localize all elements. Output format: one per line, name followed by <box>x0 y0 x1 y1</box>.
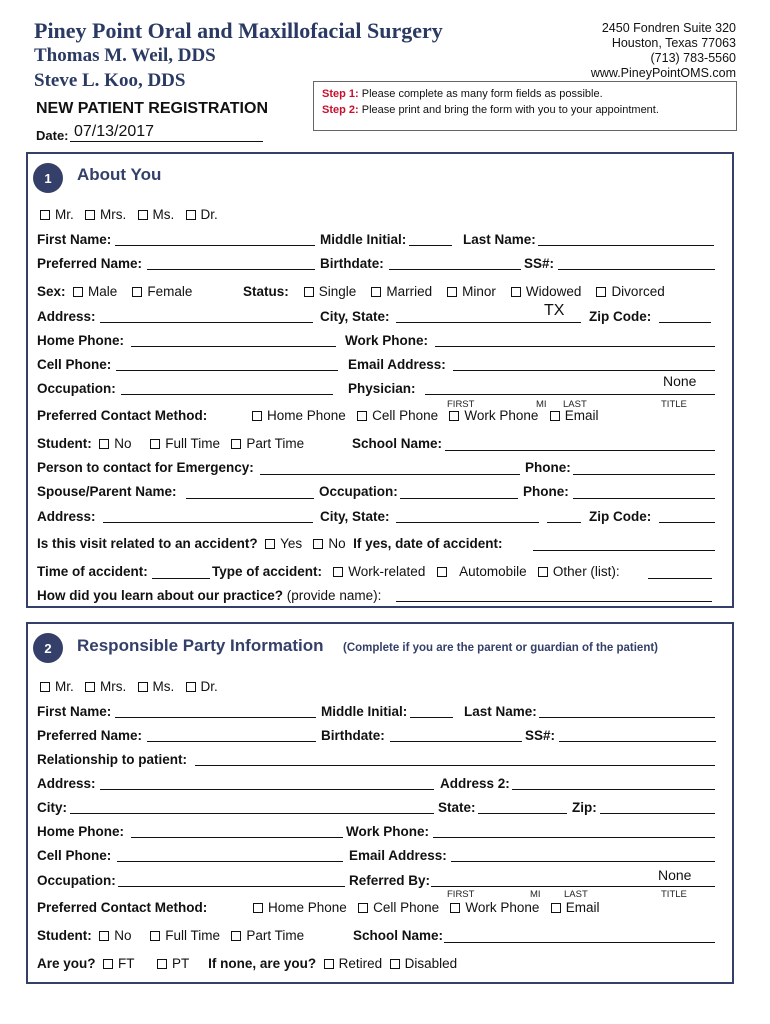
rp-cell-phone-label: Cell Phone: <box>37 848 112 863</box>
preferred-name-label: Preferred Name: <box>37 256 143 271</box>
form-title: NEW PATIENT REGISTRATION <box>36 100 268 117</box>
rp-contact-work-label: Work Phone <box>465 900 540 915</box>
rp-state-field[interactable] <box>478 813 567 814</box>
work-related-checkbox[interactable] <box>333 567 343 577</box>
rp-birthdate-label: Birthdate: <box>321 728 385 743</box>
rp-middle-initial-field[interactable] <box>410 717 453 718</box>
rp-contact-work-checkbox[interactable] <box>450 903 460 913</box>
learn-row <box>37 588 381 603</box>
rp-salutation-row <box>40 679 218 694</box>
rp-referred-by-field[interactable] <box>431 886 715 887</box>
accident-question: Is this visit related to an accident? <box>37 536 258 551</box>
rp-birthdate-field[interactable] <box>390 741 522 742</box>
rp-disabled-label: Disabled <box>404 956 458 971</box>
spouse-state-field[interactable] <box>547 522 581 523</box>
other-accident-checkbox[interactable] <box>538 567 548 577</box>
contact-cell-label: Cell Phone <box>372 408 439 423</box>
status-row <box>243 284 665 299</box>
ms-checkbox[interactable] <box>138 210 148 220</box>
city-state-field[interactable] <box>396 322 581 323</box>
work-phone-label: Work Phone: <box>345 333 429 348</box>
rp-student-row <box>37 928 304 943</box>
rp-work-phone-field[interactable] <box>433 837 715 838</box>
physician-value[interactable]: None <box>663 373 697 389</box>
accident-type-row <box>212 564 620 579</box>
address-field[interactable] <box>100 322 313 323</box>
contact-home-checkbox[interactable] <box>252 411 262 421</box>
full-time-label: Full Time <box>165 436 221 451</box>
date-value[interactable]: 07/13/2017 <box>74 123 155 140</box>
spouse-phone-label: Phone: <box>523 484 569 499</box>
divorced-label: Divorced <box>611 284 665 299</box>
rp-mi-sublabel: MI <box>530 889 541 900</box>
rp-preferred-name-field[interactable] <box>147 741 316 742</box>
accident-date-label: If yes, date of accident: <box>353 536 503 551</box>
rp-contact-home-label: Home Phone <box>268 900 347 915</box>
rp-contact-cell-checkbox[interactable] <box>358 903 368 913</box>
date-label: Date: <box>36 128 69 143</box>
rp-home-phone-field[interactable] <box>131 837 343 838</box>
accident-yes-label: Yes <box>280 536 303 551</box>
rp-part-time-label: Part Time <box>246 928 305 943</box>
first-name-label: First Name: <box>37 232 112 247</box>
male-checkbox[interactable] <box>73 287 83 297</box>
section-1-title: About You <box>77 165 162 184</box>
rp-contact-email-label: Email <box>565 900 600 915</box>
rp-cell-phone-field[interactable] <box>117 861 343 862</box>
rp-full-time-checkbox[interactable] <box>150 931 160 941</box>
rp-first-sublabel: FIRST <box>447 889 475 900</box>
date-line <box>70 141 263 142</box>
rp-city-field[interactable] <box>70 813 434 814</box>
rp-are-you-label: Are you? <box>37 956 96 971</box>
rp-preferred-name-label: Preferred Name: <box>37 728 143 743</box>
rp-contact-home-checkbox[interactable] <box>253 903 263 913</box>
contact-work-checkbox[interactable] <box>449 411 459 421</box>
spouse-zip-label: Zip Code: <box>589 509 652 524</box>
mrs-checkbox[interactable] <box>85 210 95 220</box>
rp-part-time-checkbox[interactable] <box>231 931 241 941</box>
practice-phone: (713) 783-5560 <box>650 51 736 65</box>
zip-code-label: Zip Code: <box>589 309 652 324</box>
rp-ft-label: FT <box>118 956 135 971</box>
rp-relationship-label: Relationship to patient: <box>37 752 187 767</box>
accident-time-label: Time of accident: <box>37 564 148 579</box>
rp-dr-label: Dr. <box>200 679 218 694</box>
learn-field[interactable] <box>396 601 712 602</box>
accident-date-field[interactable] <box>533 550 715 551</box>
middle-initial-field[interactable] <box>409 245 452 246</box>
automobile-label: Automobile <box>459 564 527 579</box>
emergency-phone-label: Phone: <box>525 460 571 475</box>
contact-email-checkbox[interactable] <box>550 411 560 421</box>
contact-work-label: Work Phone <box>464 408 539 423</box>
rp-student-no-checkbox[interactable] <box>99 931 109 941</box>
contact-cell-checkbox[interactable] <box>357 411 367 421</box>
sex-row <box>37 284 192 299</box>
student-row <box>37 436 304 451</box>
dr-label: Dr. <box>200 207 218 222</box>
part-time-checkbox[interactable] <box>231 439 241 449</box>
last-name-label: Last Name: <box>463 232 536 247</box>
rp-pt-label: PT <box>172 956 190 971</box>
school-name-field[interactable] <box>445 450 715 451</box>
female-label: Female <box>147 284 193 299</box>
rp-ms-checkbox[interactable] <box>138 682 148 692</box>
accident-no-label: No <box>328 536 346 551</box>
rp-address-2-field[interactable] <box>512 789 715 790</box>
rp-contact-email-checkbox[interactable] <box>551 903 561 913</box>
rp-title-sublabel: TITLE <box>661 889 687 900</box>
rp-referred-by-label: Referred By: <box>349 873 431 888</box>
step-2-label: Step 2: <box>322 104 359 116</box>
full-time-checkbox[interactable] <box>150 439 160 449</box>
doctor-name-2: Steve L. Koo, DDS <box>34 70 186 91</box>
address-line-2: Houston, Texas 77063 <box>611 36 736 50</box>
mr-checkbox[interactable] <box>40 210 50 220</box>
practice-website: www.PineyPointOMS.com <box>590 66 736 80</box>
rp-home-phone-label: Home Phone: <box>37 824 125 839</box>
student-no-label: No <box>114 436 132 451</box>
rp-referred-by-value[interactable]: None <box>658 867 692 883</box>
physician-field[interactable] <box>425 394 715 395</box>
accident-no-checkbox[interactable] <box>313 539 323 549</box>
cell-phone-field[interactable] <box>116 370 338 371</box>
address-label: Address: <box>37 309 96 324</box>
status-label: Status: <box>243 284 289 299</box>
rp-are-you-row <box>37 956 457 971</box>
physician-mi-sublabel: MI <box>536 399 547 410</box>
spouse-zip-field[interactable] <box>659 522 715 523</box>
accident-row <box>37 536 502 551</box>
rp-mrs-checkbox[interactable] <box>85 682 95 692</box>
female-checkbox[interactable] <box>132 287 142 297</box>
rp-email-label: Email Address: <box>349 848 447 863</box>
contact-method-options <box>252 408 598 423</box>
male-label: Male <box>88 284 118 299</box>
rp-student-no-label: No <box>114 928 132 943</box>
learn-hint: (provide name): <box>286 588 382 603</box>
rp-full-time-label: Full Time <box>165 928 221 943</box>
other-accident-field[interactable] <box>648 578 712 579</box>
minor-checkbox[interactable] <box>447 287 457 297</box>
automobile-checkbox[interactable] <box>437 567 447 577</box>
rp-last-name-label: Last Name: <box>464 704 537 719</box>
rp-email-field[interactable] <box>451 861 715 862</box>
rp-if-none-label: If none, are you? <box>208 956 317 971</box>
spouse-name-field[interactable] <box>186 498 314 499</box>
married-checkbox[interactable] <box>371 287 381 297</box>
rp-ss-field[interactable] <box>559 741 716 742</box>
address-line-1: 2450 Fondren Suite 320 <box>601 21 736 35</box>
rp-disabled-checkbox[interactable] <box>390 959 400 969</box>
rp-retired-checkbox[interactable] <box>324 959 334 969</box>
mrs-label: Mrs. <box>100 207 127 222</box>
rp-last-name-field[interactable] <box>539 717 715 718</box>
rp-zip-label: Zip: <box>572 800 597 815</box>
step-2-text: Please print and bring the form with you to your appointment. <box>361 104 659 116</box>
spouse-phone-field[interactable] <box>573 498 715 499</box>
rp-state-label: State: <box>438 800 476 815</box>
mr-label: Mr. <box>55 207 74 222</box>
minor-label: Minor <box>462 284 496 299</box>
physician-title-sublabel: TITLE <box>661 399 687 410</box>
spouse-name-label: Spouse/Parent Name: <box>37 484 177 499</box>
birthdate-field[interactable] <box>389 269 521 270</box>
preferred-name-field[interactable] <box>147 269 315 270</box>
step-1-text: Please complete as many form fields as possible. <box>361 88 603 100</box>
salutation-row <box>40 207 218 222</box>
spouse-occupation-field[interactable] <box>400 498 518 499</box>
home-phone-label: Home Phone: <box>37 333 125 348</box>
accident-yes-checkbox[interactable] <box>265 539 275 549</box>
email-label: Email Address: <box>348 357 446 372</box>
rp-address-field[interactable] <box>100 789 434 790</box>
physician-last-sublabel: LAST <box>563 399 587 410</box>
rp-dr-checkbox[interactable] <box>186 682 196 692</box>
zip-code-field[interactable] <box>659 322 711 323</box>
rp-school-name-field[interactable] <box>444 942 715 943</box>
section-2-number: 2 <box>33 633 63 663</box>
ss-field[interactable] <box>558 269 715 270</box>
divorced-checkbox[interactable] <box>596 287 606 297</box>
married-label: Married <box>386 284 433 299</box>
section-1-number: 1 <box>33 163 63 193</box>
part-time-label: Part Time <box>246 436 305 451</box>
rp-middle-initial-label: Middle Initial: <box>321 704 408 719</box>
occupation-field[interactable] <box>121 394 333 395</box>
state-value[interactable]: TX <box>544 302 565 319</box>
occupation-label: Occupation: <box>37 381 116 396</box>
single-checkbox[interactable] <box>304 287 314 297</box>
rp-first-name-field[interactable] <box>115 717 316 718</box>
last-name-field[interactable] <box>538 245 714 246</box>
dr-checkbox[interactable] <box>186 210 196 220</box>
student-label: Student: <box>37 436 92 451</box>
home-phone-field[interactable] <box>131 346 336 347</box>
contact-home-label: Home Phone <box>267 408 346 423</box>
rp-contact-cell-label: Cell Phone <box>373 900 440 915</box>
rp-contact-method-options <box>253 900 599 915</box>
emergency-phone-field[interactable] <box>573 474 715 475</box>
widowed-checkbox[interactable] <box>511 287 521 297</box>
practice-name: Piney Point Oral and Maxillofacial Surgery <box>34 18 443 43</box>
rp-school-name-label: School Name: <box>353 928 444 943</box>
rp-mr-checkbox[interactable] <box>40 682 50 692</box>
physician-label: Physician: <box>348 381 416 396</box>
practice-contact <box>591 21 736 81</box>
widowed-label: Widowed <box>525 284 582 299</box>
sex-label: Sex: <box>37 284 66 299</box>
rp-contact-method-label: Preferred Contact Method: <box>37 900 208 915</box>
spouse-address-label: Address: <box>37 509 96 524</box>
emergency-contact-field[interactable] <box>260 474 520 475</box>
rp-occupation-label: Occupation: <box>37 873 116 888</box>
birthdate-label: Birthdate: <box>320 256 384 271</box>
step-1-label: Step 1: <box>322 88 359 100</box>
rp-last-sublabel: LAST <box>564 889 588 900</box>
cell-phone-label: Cell Phone: <box>37 357 112 372</box>
email-field[interactable] <box>453 370 715 371</box>
student-no-checkbox[interactable] <box>99 439 109 449</box>
rp-city-label: City: <box>37 800 67 815</box>
single-label: Single <box>318 284 357 299</box>
rp-zip-field[interactable] <box>600 813 715 814</box>
rp-pt-checkbox[interactable] <box>157 959 167 969</box>
school-name-label: School Name: <box>352 436 443 451</box>
spouse-city-state-field[interactable] <box>396 522 539 523</box>
rp-relationship-field[interactable] <box>195 765 715 766</box>
contact-method-label: Preferred Contact Method: <box>37 408 208 423</box>
rp-retired-label: Retired <box>338 956 383 971</box>
instructions-box <box>313 81 737 131</box>
rp-student-label: Student: <box>37 928 92 943</box>
ss-label: SS#: <box>524 256 555 271</box>
doctor-name-1: Thomas M. Weil, DDS <box>34 45 216 66</box>
spouse-occupation-label: Occupation: <box>319 484 398 499</box>
rp-ms-label: Ms. <box>152 679 175 694</box>
learn-question: How did you learn about our practice? <box>37 588 284 603</box>
section-2-title: Responsible Party Information <box>77 636 324 655</box>
rp-work-phone-label: Work Phone: <box>346 824 430 839</box>
accident-time-field[interactable] <box>152 578 210 579</box>
rp-ft-checkbox[interactable] <box>103 959 113 969</box>
spouse-city-state-label: City, State: <box>320 509 390 524</box>
work-related-label: Work-related <box>348 564 426 579</box>
contact-email-label: Email <box>564 408 599 423</box>
rp-ss-label: SS#: <box>525 728 556 743</box>
middle-initial-label: Middle Initial: <box>320 232 407 247</box>
rp-address-label: Address: <box>37 776 96 791</box>
rp-mr-label: Mr. <box>55 679 74 694</box>
accident-type-label: Type of accident: <box>212 564 323 579</box>
rp-first-name-label: First Name: <box>37 704 112 719</box>
rp-occupation-field[interactable] <box>118 886 345 887</box>
rp-address-2-label: Address 2: <box>440 776 510 791</box>
ms-label: Ms. <box>152 207 175 222</box>
city-state-label: City, State: <box>320 309 390 324</box>
first-name-field[interactable] <box>115 245 315 246</box>
other-accident-label: Other (list): <box>552 564 620 579</box>
emergency-contact-label: Person to contact for Emergency: <box>37 460 254 475</box>
spouse-address-field[interactable] <box>103 522 313 523</box>
work-phone-field[interactable] <box>435 346 715 347</box>
rp-mrs-label: Mrs. <box>100 679 127 694</box>
physician-first-sublabel: FIRST <box>447 399 475 410</box>
section-2-subtitle: (Complete if you are the parent or guardian of the patient) <box>343 642 658 654</box>
